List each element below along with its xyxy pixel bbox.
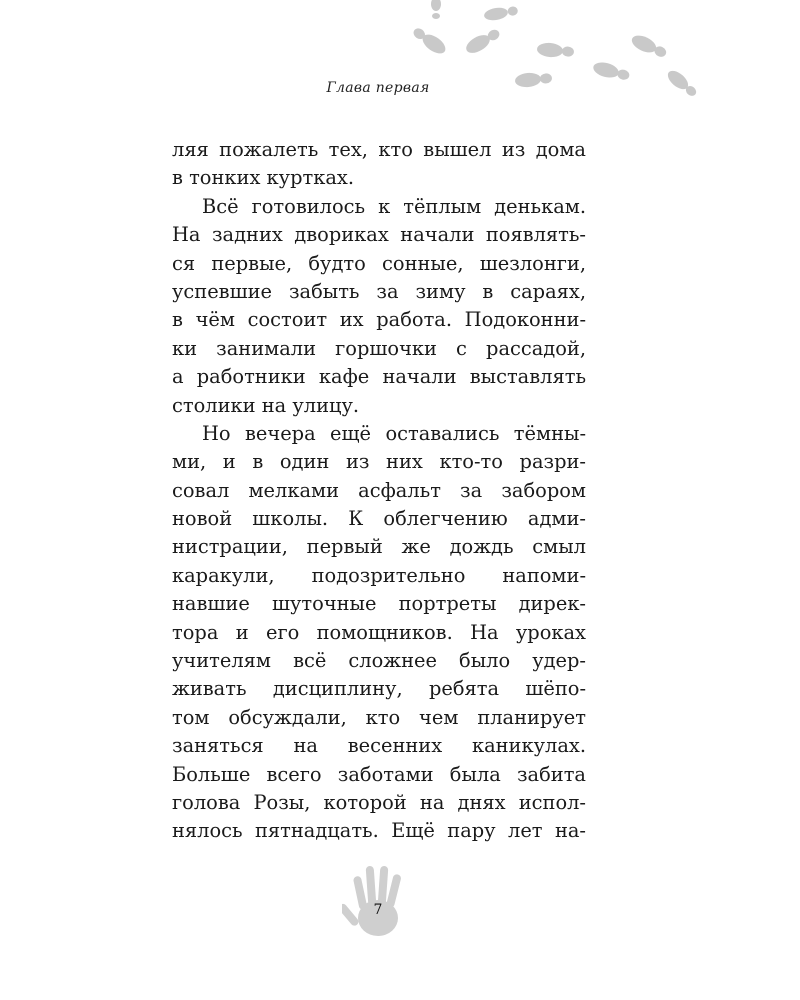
text-line: Всё готовилось к тёплым денькам. [202,194,586,218]
text-line: ки занимали горшочки с рассадой, [172,336,586,360]
text-line: каракули, подозрительно напоми- [172,563,586,587]
running-head: Глава первая [326,80,430,96]
text-line: в тонких куртках. [172,166,354,190]
text-line: нистрации, первый же дождь смыл [172,535,586,559]
text-line: успевшие забыть за зиму в сараях, [172,279,586,303]
text-line: Но вечера ещё оставались тёмны- [202,421,586,445]
text-line: навшие шуточные портреты дирек- [172,592,586,616]
text-line: заняться на весенних каникулах. [172,734,586,758]
text-line: а работники кафе начали выставлять [172,365,586,389]
text-line: том обсуждали, кто чем планирует [172,705,586,729]
text-line: нялось пятнадцать. Ещё пару лет на- [172,819,586,843]
text-line: живать дисциплину, ребята шёпо- [172,677,586,701]
text-line: Больше всего заботами была забита [172,762,586,786]
text-line: в чём состоит их работа. Подоконни- [172,308,586,332]
text-line: ми, и в один из них кто-то разри- [172,450,586,474]
footprints-trail-icon [400,0,800,120]
body-text [172,136,586,846]
page-number: 7 [373,902,383,918]
text-line: учителям всё сложнее было удер- [172,649,586,673]
text-line: столики на улицу. [172,393,360,417]
text-line: ляя пожалеть тех, кто вышел из дома [172,138,586,161]
text-line: совал мелками асфальт за забором [172,478,586,502]
text-line: голова Розы, которой на днях испол- [172,790,586,814]
text-line: тора и его помощников. На уроках [172,620,586,644]
text-line: На задних двориках начали появлять- [172,223,586,247]
text-line: ся первые, будто сонные, шезлонги, [172,251,586,275]
text-line: новой школы. К облегчению адми- [172,507,586,531]
